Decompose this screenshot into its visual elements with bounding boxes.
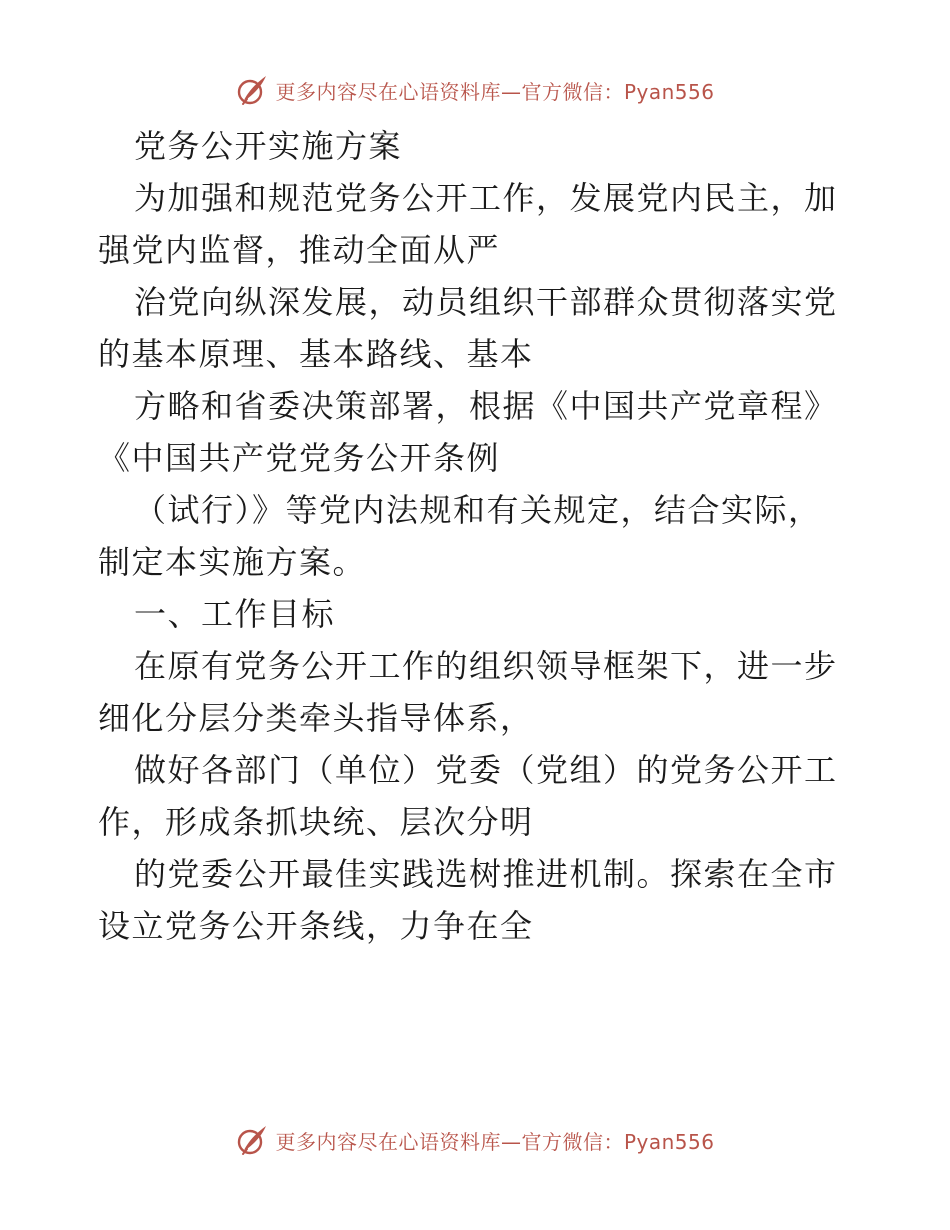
document-line: （试行）》等党内法规和有关规定，结合实际，: [134, 491, 822, 529]
section-heading: 一、工作目标: [134, 595, 336, 633]
document-line: 治党向纵深发展，动员组织干部群众贯彻落实党: [134, 283, 838, 321]
banner-inner: [235, 1123, 714, 1157]
document-line: 细化分层分类牵头指导体系，: [98, 699, 534, 737]
document-line: 党务公开实施方案: [134, 127, 403, 165]
document-line: 设立党务公开条线，力争在全: [98, 907, 534, 945]
document-line: 为加强和规范党务公开工作，发展党内民主，加: [134, 179, 838, 217]
document-line: 制定本实施方案。: [98, 543, 367, 581]
document-line: 做好各部门（单位）党委（党组）的党务公开工: [134, 751, 838, 789]
header-watermark-banner: [0, 70, 950, 110]
watermark-text: 更多内容尽在心语资料库—官方微信：Pyan556: [275, 1129, 715, 1154]
document-line: 强党内监督，推动全面从严: [98, 231, 501, 269]
document-line: 方略和省委决策部署，根据《中国共产党章程》: [134, 387, 838, 425]
watermark-text: 更多内容尽在心语资料库—官方微信：Pyan556: [275, 79, 715, 104]
banner-inner: [235, 73, 714, 107]
feather-pen-logo-icon: [235, 1123, 269, 1157]
document-line: 作，形成条抓块统、层次分明: [98, 803, 534, 841]
document-line: 的基本原理、基本路线、基本: [98, 335, 534, 373]
footer-watermark-banner: [0, 1120, 950, 1160]
feather-pen-logo-icon: [235, 73, 269, 107]
document-line: 《中国共产党党务公开条例: [98, 439, 501, 477]
document-line: 在原有党务公开工作的组织领导框架下，进一步: [134, 647, 838, 685]
document-line: 的党委公开最佳实践选树推进机制。探索在全市: [134, 855, 838, 893]
document-body: [98, 120, 858, 952]
